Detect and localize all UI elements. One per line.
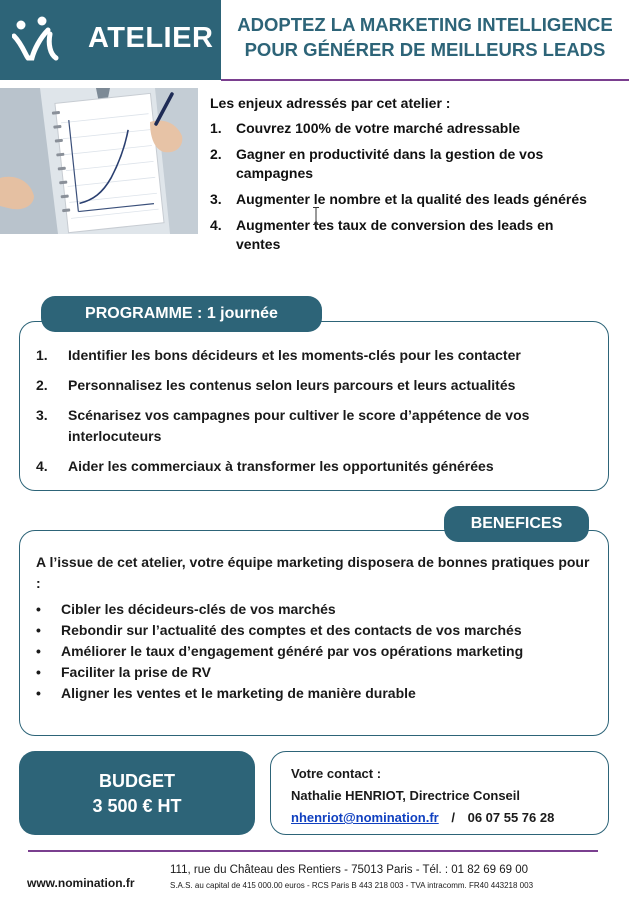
list-item-text: Rebondir sur l’actualité des comptes et des contacts de vos marchés (61, 622, 522, 638)
footer-divider (28, 850, 598, 852)
list-item (210, 216, 570, 254)
list-item-text: Identifier les bons décideurs et les moments-clés pour les contacter (68, 347, 521, 363)
list-item (36, 599, 606, 620)
list-item-text: Personnalisez les contenus selon leurs parcours et leurs actualités (68, 377, 516, 393)
list-item-number: 2. (210, 146, 222, 162)
bullet-icon: • (36, 685, 41, 701)
budget-label: BUDGET (99, 771, 175, 791)
contact-label: Votre contact : (291, 766, 382, 781)
header-divider (221, 79, 629, 81)
list-item-number: 2. (36, 377, 48, 393)
contact-phone: 06 07 55 76 28 (467, 810, 555, 825)
contact-box (270, 751, 609, 835)
list-item-text: Scénarisez vos campagnes pour cultiver le score d’appétence de vos interlocuteurs (68, 407, 530, 444)
nomination-logo-icon (12, 14, 62, 62)
footer-address: 111, rue du Château des Rentiers - 75013 Paris - Tél. : 01 82 69 69 00 (170, 864, 529, 876)
contact-email-link[interactable]: nhenriot@nomination.fr (291, 810, 439, 825)
budget-amount: 3 500 € HT (92, 796, 182, 816)
list-item (36, 683, 606, 704)
list-item-text: Augmenter tes taux de conversion des leads en ventes (236, 217, 554, 252)
benefices-intro: A l’issue de cet atelier, votre équipe marketing disposera de bonnes pratiques pour : (36, 554, 590, 591)
list-item-number: 4. (36, 458, 48, 474)
list-item (36, 375, 606, 396)
list-item (36, 641, 606, 662)
list-item-number: 4. (210, 217, 222, 233)
page-title-line1: ADOPTEZ LA MARKETING INTELLIGENCE (237, 14, 613, 35)
contact-separator: / (451, 810, 455, 825)
bullet-icon: • (36, 643, 41, 659)
list-item-number: 1. (36, 347, 48, 363)
contact-details (291, 810, 554, 825)
list-item (36, 620, 606, 641)
list-item-number: 3. (210, 191, 222, 207)
list-item (210, 145, 570, 183)
enjeux-list (210, 119, 625, 254)
list-item-number: 1. (210, 120, 222, 136)
page-title (221, 12, 629, 62)
list-item-text: Aider les commerciaux à transformer les opportunités générées (68, 458, 494, 474)
list-item (210, 119, 625, 138)
programme-tab: PROGRAMME : 1 journée (41, 296, 322, 332)
list-item-text: Améliorer le taux d’engagement généré par vos opérations marketing (61, 643, 524, 659)
list-item-text: Faciliter la prise de RV (61, 664, 211, 680)
list-item (36, 405, 556, 447)
list-item (36, 345, 606, 366)
enjeux-title: Les enjeux adressés par cet atelier : (210, 95, 451, 111)
business-man-chart-illustration (0, 88, 198, 234)
list-item-text: Aligner les ventes et le marketing de manière durable (61, 685, 416, 701)
benefices-list (36, 599, 606, 704)
list-item-number: 3. (36, 407, 48, 423)
enjeux-section (210, 94, 625, 261)
atelier-label: ATELIER (88, 22, 214, 54)
list-item (36, 662, 606, 683)
text-cursor-icon (313, 207, 319, 225)
list-item-text: Gagner en productivité dans la gestion de vos campagnes (236, 146, 544, 181)
list-item (36, 456, 606, 477)
benefices-tab: BENEFICES (444, 506, 589, 542)
list-item-text: Couvrez 100% de votre marché adressable (236, 120, 521, 136)
page-title-line2: POUR GÉNÉRER DE MEILLEURS LEADS (244, 39, 606, 60)
list-item-text: Cibler les décideurs-clés de vos marchés (61, 601, 336, 617)
bullet-icon: • (36, 622, 41, 638)
programme-list (36, 345, 606, 486)
footer-legal: S.A.S. au capital de 415 000.00 euros - RCS Paris B 443 218 003 - TVA intracomm. FR40 443218 003 (170, 881, 534, 890)
bullet-icon: • (36, 664, 41, 680)
budget-box (19, 751, 255, 835)
contact-name: Nathalie HENRIOT, Directrice Conseil (291, 788, 521, 803)
bullet-icon: • (36, 601, 41, 617)
list-item-text: Augmenter le nombre et la qualité des leads générés (236, 191, 587, 207)
website-link[interactable]: www.nomination.fr (27, 876, 135, 890)
list-item (210, 190, 625, 209)
